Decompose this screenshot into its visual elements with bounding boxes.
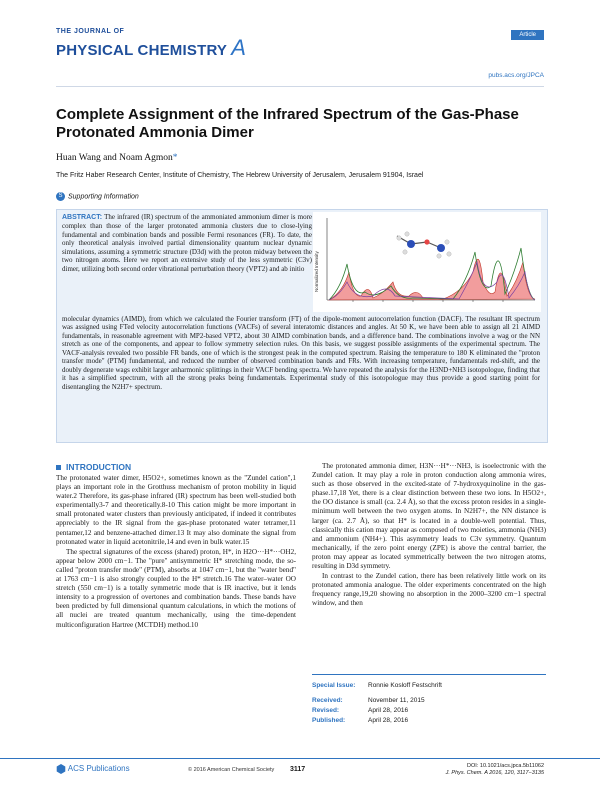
journal-name-line2 <box>56 35 246 61</box>
copyright-notice: © 2016 American Chemical Society <box>188 767 275 773</box>
publisher-logo[interactable] <box>56 764 130 774</box>
supporting-info-link[interactable] <box>56 192 139 201</box>
journal-url-link[interactable]: pubs.acs.org/JPCA <box>488 72 544 79</box>
supporting-info-label: Supporting Information <box>68 193 139 201</box>
article-type-badge: Article <box>511 30 544 40</box>
intro-paragraph-1: The protonated water dimer, H5O2+, sometimes known as the "Zundel cation",1 plays an important role in the Grotthuss mechanism of proton mobility in liquid water.2 Therefore, its gas-phase infrared (IR) spectrum has been well-studied both experimentally3-7 and theoretically.8-10 This cation might be more important in small protonated water clusters than previously anticipated, if indeed it contributes appreciably to the IR signal from the gas-phase protonated water tetramer,11 pentamer,12 and benzene-attached dimer.13 It may also dominate the signal from protonated water in liquid acetonitrile,14 and even in bulk water.15 <box>56 474 296 546</box>
toc-graphic-ylabel: Normalized Intensity <box>314 251 319 292</box>
journal-logo <box>56 28 246 61</box>
affiliation: The Fritz Haber Research Center, Institute of Chemistry, The Hebrew University of Jerusalem, Jerusalem 91904, Israel <box>56 172 424 179</box>
corresponding-author-mark[interactable]: * <box>172 153 178 163</box>
author-list <box>56 153 178 163</box>
publisher-name: ACS Publications <box>67 764 130 774</box>
header-divider <box>56 86 544 87</box>
published-label: Published: <box>312 717 346 724</box>
authors-text: Huan Wang and Noam Agmon <box>56 153 173 163</box>
abstract-text-top <box>62 213 312 273</box>
abstract-body-part1: The infrared (IR) spectrum of the ammoniated ammonium dimer is more complex than those of the larger protonated ammonia clusters due to close-lying fundamental and combination bands and possible Fermi resonances (FR). To date, the only theoretical analysis involved partial dimensionality quantum nuclear dynamic simulations, assuming a symmetric structure (D3d) with the proton midway between the two nitrogen atoms. Here we report an extensive study of the less symmetric (C3v) dimer, utilizing both second order vibrational perturbation theory (VPT2) and ab initio <box>62 213 313 273</box>
received-row <box>312 696 546 706</box>
published-date: April 28, 2016 <box>368 717 409 724</box>
toc-graphic <box>313 212 541 312</box>
intro-paragraph-4: In contrast to the Zundel cation, there has been relatively little work on its protonated ammonia analogue. The older experiments concentrated on the high frequency range,19,20 showing no absorption in the 2000–3200 cm−1 spectral window, and then <box>312 572 546 608</box>
paper-title: Complete Assignment of the Infrared Spectrum of the Gas-Phase Protonated Ammonia Dimer <box>56 106 519 141</box>
published-row <box>312 716 546 726</box>
intro-paragraph-2: The spectral signatures of the excess (shared) proton, H*, in H2O···H*···OH2, appear below 2000 cm−1. The "pure" antisymmetric H* stretching mode, the so-called "proton transfer mode" (PTM), absorbs at 1047 cm−1, but the "water bend" at 1763 cm−1 is also strongly coupled to the H* stretch.16 The water–water OO stretch (550 cm−1) is a totally symmetric mode that is IR inactive, but it lends intensity to a progression of overtones and combination bands. These bands have been predicted by full dimensional quantum calculations, in which the motions of all nuclei are treated quantum mechanically, using the time-dependent multiconfiguration Hartree (MCTDH) method.10 <box>56 547 296 629</box>
special-issue-value: Ronnie Kosloff Festschrift <box>368 682 442 689</box>
revised-date: April 28, 2016 <box>368 707 409 714</box>
journal-name-line1: THE JOURNAL OF <box>56 28 125 35</box>
right-column <box>312 462 546 610</box>
acs-hexagon-icon <box>56 764 66 774</box>
supporting-info-icon: S <box>56 192 65 201</box>
doi-link[interactable]: DOI: 10.1021/acs.jpca.5b11062 <box>467 763 544 769</box>
section-marker-icon <box>56 465 61 470</box>
received-label: Received: <box>312 697 343 704</box>
abstract-text-bottom: molecular dynamics (AIMD), from which we calculated the Fourier transform (FT) of the dipole-moment autocorrelation function (DACF). The resultant IR spectrum was assigned using FTed velocity autocorrelation functions (VACFs) of several interatomic distances and angles. At 50 K, we have been able to assign all 21 AIMD fundamentals, in reasonable agreement with MP2-based VPT2, about 30 AIMD combination bands, and a difference band. The combinations involve a wag or the NN stretch as one of the components, and appear to follow symmetry selection rules. On this basis, we suggest possible assignments of the experimental spectrum. The VACF-analysis revealed two possible FR bands, one of which is the strongest peak in the computed spectrum. Raising the temperature to 180 K eliminated the "proton transfer mode" (PTM) fundamental, and reduced the number of observed combination bands and FRs. With increasing temperature, fundamentals red-shift, and the doubly degenerate wags exhibit larger anharmonic splittings in their VACF bending spectra. We have repeated the analysis for the H3ND+NH3 isotopologue, finding that it has a simplified spectrum, with all the strong peaks being fundamentals. Experimental study of this isotopologue may thus provide a good starting point for disentangling the N2H7+ spectrum. <box>62 315 540 391</box>
publication-info <box>312 674 546 726</box>
journal-section-letter: A <box>231 35 247 60</box>
doi-citation <box>446 763 544 777</box>
special-issue-row <box>312 681 546 691</box>
journal-citation: J. Phys. Chem. A 2016, 120, 3117−3135 <box>445 770 544 776</box>
abstract-label: ABSTRACT: <box>62 214 103 221</box>
special-issue-label: Special Issue: <box>312 682 356 689</box>
introduction-heading-text: INTRODUCTION <box>66 462 132 472</box>
introduction-heading <box>56 462 131 472</box>
journal-name-main: PHYSICAL CHEMISTRY <box>56 42 227 59</box>
page-number: 3117 <box>290 766 306 773</box>
revised-label: Revised: <box>312 707 340 714</box>
left-column <box>56 474 296 631</box>
received-date: November 11, 2015 <box>368 697 425 704</box>
footer-divider <box>0 758 600 759</box>
revised-row <box>312 706 546 716</box>
intro-paragraph-3: The protonated ammonia dimer, H3N···H*···NH3, is isoelectronic with the Zundel cation. It may play a role in proton conduction along ammonia wires, such as those observed in the excited-state of 7-hydroxyquinoline in the gas-phase.17,18 Yet, there is a clear distinction between these two ions. In H5O2+, the OO distance is small (ca. 2.4 Å), so that the excess proton resides in a single-minimum well between the two oxygen atoms. In N2H7+, the NN distance is larger (ca. 2.7 Å), so that H* is located in a double-well potential. Thus, classically this cation may appear as composed of two moieties, ammonia (NH3) and ammonium (NH4+). This asymmetry leads to C3v symmetry. Quantum mechanically, if the zero point energy (ZPE) is above the central barrier, the proton may appear as located symmetrically between the two nitrogen atoms, resulting in D3d symmetry. <box>312 462 546 571</box>
